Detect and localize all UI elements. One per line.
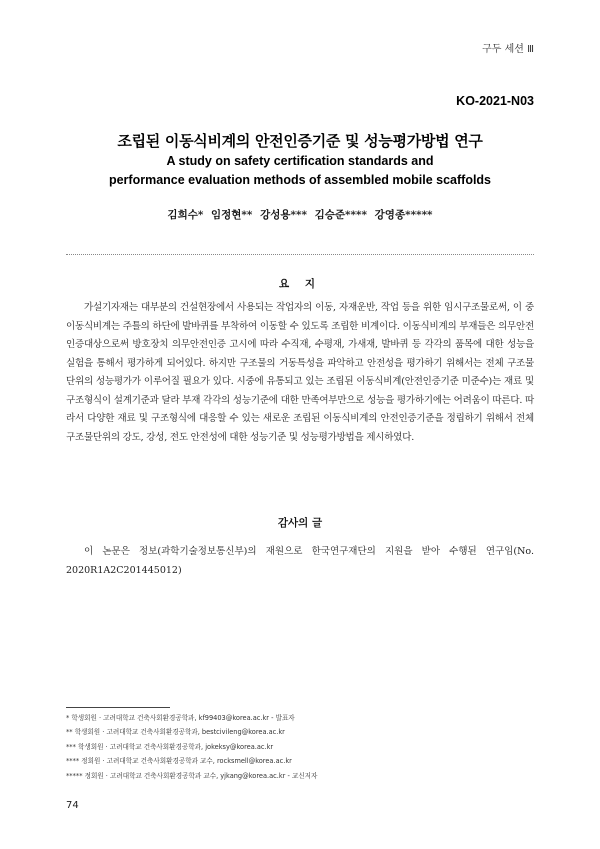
title-english <box>0 152 600 190</box>
page-number: 74 <box>66 800 79 811</box>
footnote-rule <box>66 707 170 708</box>
footnote: *** 학생회원 · 고려대학교 건축사회환경공학과, jokeksy@korea.ac.kr <box>66 742 274 751</box>
acknowledgement-heading: 감사의 글 <box>277 517 323 529</box>
paper-id: KO-2021-N03 <box>456 94 534 108</box>
title-english-line-1: A study on safety certification standards and <box>166 154 434 168</box>
session-label: 구두 세션 Ⅲ <box>482 44 534 55</box>
abstract-heading: 요 지 <box>279 278 321 290</box>
footnote: * 학생회원 · 고려대학교 건축사회환경공학과, kf99403@korea.ac.kr - 발표자 <box>66 714 295 722</box>
title-english-line-2: performance evaluation methods of assembled mobile scaffolds <box>108 173 492 187</box>
footnote: ***** 정회원 · 고려대학교 건축사회환경공학과 교수, yjkang@korea.ac.kr - 교신저자 <box>66 771 318 780</box>
author-list: 김희수* 임정현** 강성용*** 김승준**** 강영종***** <box>167 209 433 221</box>
footnote: **** 정회원 · 고려대학교 건축사회환경공학과 교수, rocksmell@korea.ac.kr <box>66 757 292 766</box>
section-divider <box>66 254 534 255</box>
footnotes <box>66 711 536 783</box>
title-korean: 조립된 이동식비계의 안전인증기준 및 성능평가방법 연구 <box>117 132 483 150</box>
acknowledgement-body: 이 논문은 정보(과학기술정보통신부)의 재원으로 한국연구재단의 지원을 받아 수행된 연구임(No. 2020R1A2C201445012) <box>66 546 534 576</box>
footnote: ** 학생회원 · 고려대학교 건축사회환경공학과, bestcivileng@korea.ac.kr <box>66 728 285 737</box>
abstract-body: 가설기자재는 대부분의 건설현장에서 사용되는 작업자의 이동, 자재운반, 작업 등을 위한 임시구조물로써, 이 중 이동식비계는 주틀의 하단에 발바퀴를 부착하여 이동할 수 있도록 조립한 비계이다. 이동식비계의 부재들은 의무안전인증대상으로써 방호장치 의무안전인증 고시에 따라 수직재, 수평재, 가새재, 발바퀴 등 각각의 품목에 대한 성능을 실험을 통해서 평가하게 되어있다. 하지만 구조물의 거동특성을 파악하고 안전성을 평가하기 위해서는 전체 구조물 단위의 성능평가가 이루어질 필요가 있다. 시중에 유통되고 있는 조립된 이동식비계(안전인증기준 미준수)는 재료 및 구조형식이 설계기준과 달라 부재 각각의 성능기준에 대한 만족여부만으로 성능을 평가하기에는 어려움이 따른다. 따라서 다양한 재료 및 구조형식에 대응할 수 있는 새로운 조립된 이동식비계의 안전인증기준을 정립하기 위해서 전체 구조물단위의 강도, 강성, 전도 안전성에 대한 성능기준 및 성능평가방법을 제시하였다. <box>66 302 534 443</box>
